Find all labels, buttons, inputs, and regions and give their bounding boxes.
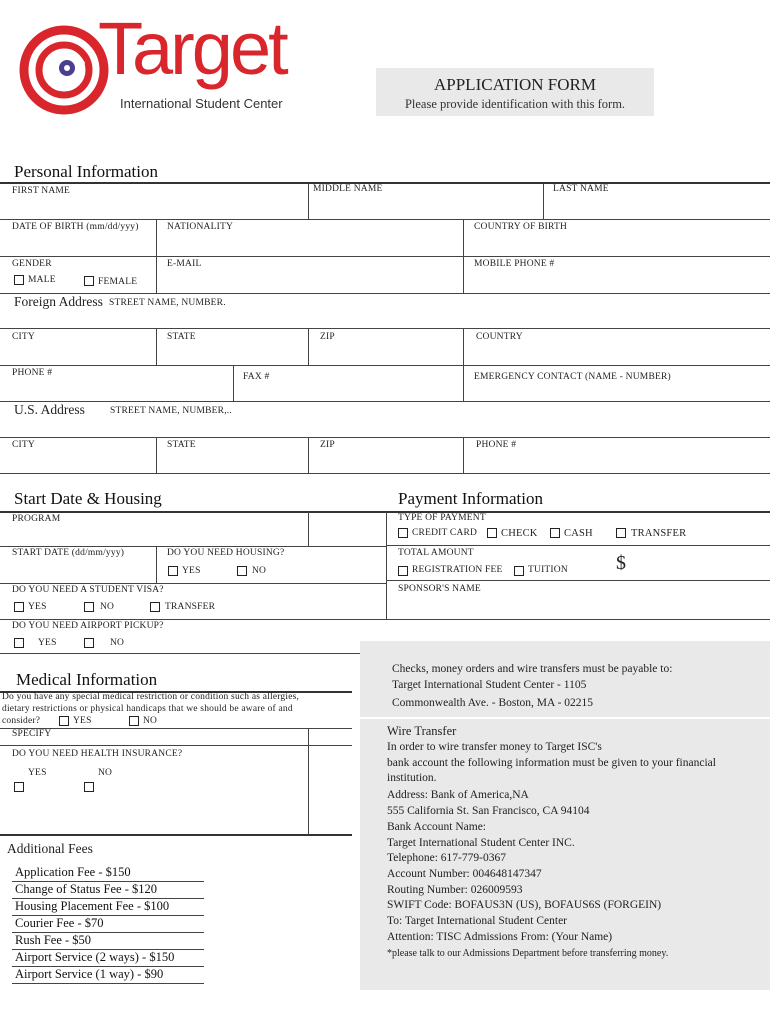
- emergency-label: EMERGENCY CONTACT (NAME - NUMBER): [474, 372, 671, 382]
- fee-item: Airport Service (2 ways) - $150: [15, 950, 175, 964]
- program-label: PROGRAM: [12, 514, 61, 524]
- sponsor-label: SPONSOR'S NAME: [398, 584, 481, 594]
- credit-card-label: CREDIT CARD: [412, 528, 478, 538]
- insurance-no-label: NO: [98, 768, 113, 778]
- male-checkbox[interactable]: [14, 275, 24, 285]
- check-label: CHECK: [501, 528, 538, 539]
- mobile-label: MOBILE PHONE #: [474, 259, 555, 269]
- payment-heading: Payment Information: [398, 489, 543, 508]
- registration-fee-label: REGISTRATION FEE: [412, 565, 503, 575]
- us-street-label: STREET NAME, NUMBER,..: [110, 406, 232, 416]
- cash-label: CASH: [564, 528, 593, 539]
- middle-name-label: MIDDLE NAME: [313, 184, 383, 194]
- wire-heading: Wire Transfer: [387, 724, 457, 738]
- housing-no-label: NO: [252, 566, 267, 576]
- medical-yes-label: YES: [73, 716, 92, 726]
- housing-yes-checkbox[interactable]: [168, 566, 178, 576]
- visa-no-checkbox[interactable]: [84, 602, 94, 612]
- header-box: [376, 68, 654, 116]
- pickup-label: DO YOU NEED AIRPORT PICKUP?: [12, 621, 164, 631]
- medical-question-3: consider?: [2, 716, 41, 726]
- tuition-label: TUITION: [528, 565, 568, 575]
- logo: [12, 7, 312, 118]
- payable-line-1: Checks, money orders and wire transfers must be payable to:: [392, 663, 673, 675]
- last-name-label: LAST NAME: [553, 184, 609, 194]
- foreign-fax-label: FAX #: [243, 372, 270, 382]
- first-name-label: FIRST NAME: [12, 186, 71, 196]
- credit-card-checkbox[interactable]: [398, 528, 408, 538]
- insurance-yes-checkbox[interactable]: [14, 782, 24, 792]
- form-subtitle: Please provide identification with this form.: [404, 97, 626, 111]
- transfer-checkbox[interactable]: [616, 528, 626, 538]
- wire-line: Attention: TISC Admissions From: (Your Name): [387, 931, 613, 943]
- foreign-zip-label: ZIP: [320, 332, 335, 342]
- visa-yes-checkbox[interactable]: [14, 602, 24, 612]
- country-birth-label: COUNTRY OF BIRTH: [474, 222, 568, 232]
- foreign-country-label: COUNTRY: [476, 332, 523, 342]
- wire-line: To: Target International Student Center: [387, 915, 568, 927]
- fee-item: Housing Placement Fee - $100: [15, 899, 170, 913]
- fee-item: Airport Service (1 way) - $90: [15, 967, 164, 981]
- wire-line: institution.: [387, 772, 437, 784]
- foreign-phone-label: PHONE #: [12, 368, 53, 378]
- wire-line: Account Number: 004648147347: [387, 868, 542, 880]
- wire-line: bank account the following information must be given to your financial: [387, 757, 716, 769]
- nationality-label: NATIONALITY: [167, 222, 234, 232]
- check-checkbox[interactable]: [487, 528, 497, 538]
- visa-transfer-label: TRANSFER: [165, 602, 216, 612]
- wire-line: Target International Student Center INC.: [387, 837, 575, 849]
- personal-heading: Personal Information: [14, 162, 158, 181]
- payable-line-2: Target International Student Center - 1105: [392, 679, 587, 691]
- insurance-label: DO YOU NEED HEALTH INSURANCE?: [12, 749, 183, 759]
- logo-subtitle: International Student Center: [120, 96, 283, 111]
- wire-line: SWIFT Code: BOFAUS3N (US), BOFAUS6S (FORGEIN): [387, 899, 662, 911]
- wire-note: *please talk to our Admissions Department before transferring money.: [387, 948, 669, 959]
- dob-label: DATE OF BIRTH (mm/dd/yyy): [12, 222, 139, 232]
- fee-item: Application Fee - $150: [15, 865, 131, 879]
- medical-heading: Medical Information: [16, 670, 158, 689]
- form-title: APPLICATION FORM: [434, 75, 596, 94]
- foreign-heading: Foreign Address: [14, 294, 103, 309]
- housing-label: DO YOU NEED HOUSING?: [167, 548, 285, 558]
- fees-heading: Additional Fees: [7, 841, 93, 856]
- pickup-yes-checkbox[interactable]: [14, 638, 24, 648]
- us-heading: U.S. Address: [14, 402, 85, 417]
- medical-question-1: Do you have any special medical restriction or condition such as allergies,: [2, 692, 300, 702]
- payment-type-label: TYPE OF PAYMENT: [398, 513, 486, 523]
- medical-no-label: NO: [143, 716, 158, 726]
- start-date-label: START DATE (dd/mm/yyy): [12, 548, 125, 558]
- registration-fee-checkbox[interactable]: [398, 566, 408, 576]
- gender-label: GENDER: [12, 259, 52, 269]
- medical-no-checkbox[interactable]: [129, 716, 139, 726]
- female-label: FEMALE: [98, 277, 138, 287]
- dollar-sign: $: [616, 552, 626, 574]
- payable-line-3: Commonwealth Ave. - Boston, MA - 02215: [392, 697, 594, 709]
- cash-checkbox[interactable]: [550, 528, 560, 538]
- wire-line: Address: Bank of America,NA: [387, 789, 529, 801]
- wire-line: In order to wire transfer money to Target ISC's: [387, 741, 602, 753]
- payment-instructions-box: [360, 641, 770, 990]
- medical-question-2: dietary restrictions or physical handicaps that we should be aware of and: [2, 704, 293, 714]
- visa-label: DO YOU NEED A STUDENT VISA?: [12, 585, 164, 595]
- us-phone-label: PHONE #: [476, 440, 517, 450]
- start-heading: Start Date & Housing: [14, 489, 162, 508]
- fee-item: Rush Fee - $50: [15, 933, 92, 947]
- us-state-label: STATE: [167, 440, 196, 450]
- male-label: MALE: [28, 275, 56, 285]
- housing-yes-label: YES: [182, 566, 201, 576]
- fee-item: Courier Fee - $70: [15, 916, 104, 930]
- email-label: E-MAIL: [167, 259, 202, 269]
- foreign-street-label: STREET NAME, NUMBER.: [109, 298, 226, 308]
- fee-item: Change of Status Fee - $120: [15, 882, 157, 896]
- wire-line: Telephone: 617-779-0367: [387, 852, 506, 864]
- wire-line: 555 California St. San Francisco, CA 94104: [387, 805, 590, 817]
- visa-no-label: NO: [100, 602, 115, 612]
- total-amount-label: TOTAL AMOUNT: [398, 548, 474, 558]
- wire-line: Bank Account Name:: [387, 821, 487, 833]
- tuition-checkbox[interactable]: [514, 566, 524, 576]
- foreign-state-label: STATE: [167, 332, 196, 342]
- visa-yes-label: YES: [28, 602, 47, 612]
- insurance-no-checkbox[interactable]: [84, 782, 94, 792]
- transfer-label: TRANSFER: [631, 528, 687, 539]
- pickup-no-checkbox[interactable]: [84, 638, 94, 648]
- logo-word: Target: [98, 7, 286, 90]
- us-zip-label: ZIP: [320, 440, 335, 450]
- pickup-yes-label: YES: [38, 638, 57, 648]
- visa-transfer-checkbox[interactable]: [150, 602, 160, 612]
- foreign-city-label: CITY: [12, 332, 35, 342]
- us-city-label: CITY: [12, 440, 35, 450]
- pickup-no-label: NO: [110, 638, 125, 648]
- insurance-yes-label: YES: [28, 768, 47, 778]
- female-checkbox[interactable]: [84, 276, 94, 286]
- specify-label: SPECIFY: [12, 729, 52, 739]
- housing-no-checkbox[interactable]: [237, 566, 247, 576]
- wire-line: Routing Number: 026009593: [387, 884, 523, 896]
- medical-yes-checkbox[interactable]: [59, 716, 69, 726]
